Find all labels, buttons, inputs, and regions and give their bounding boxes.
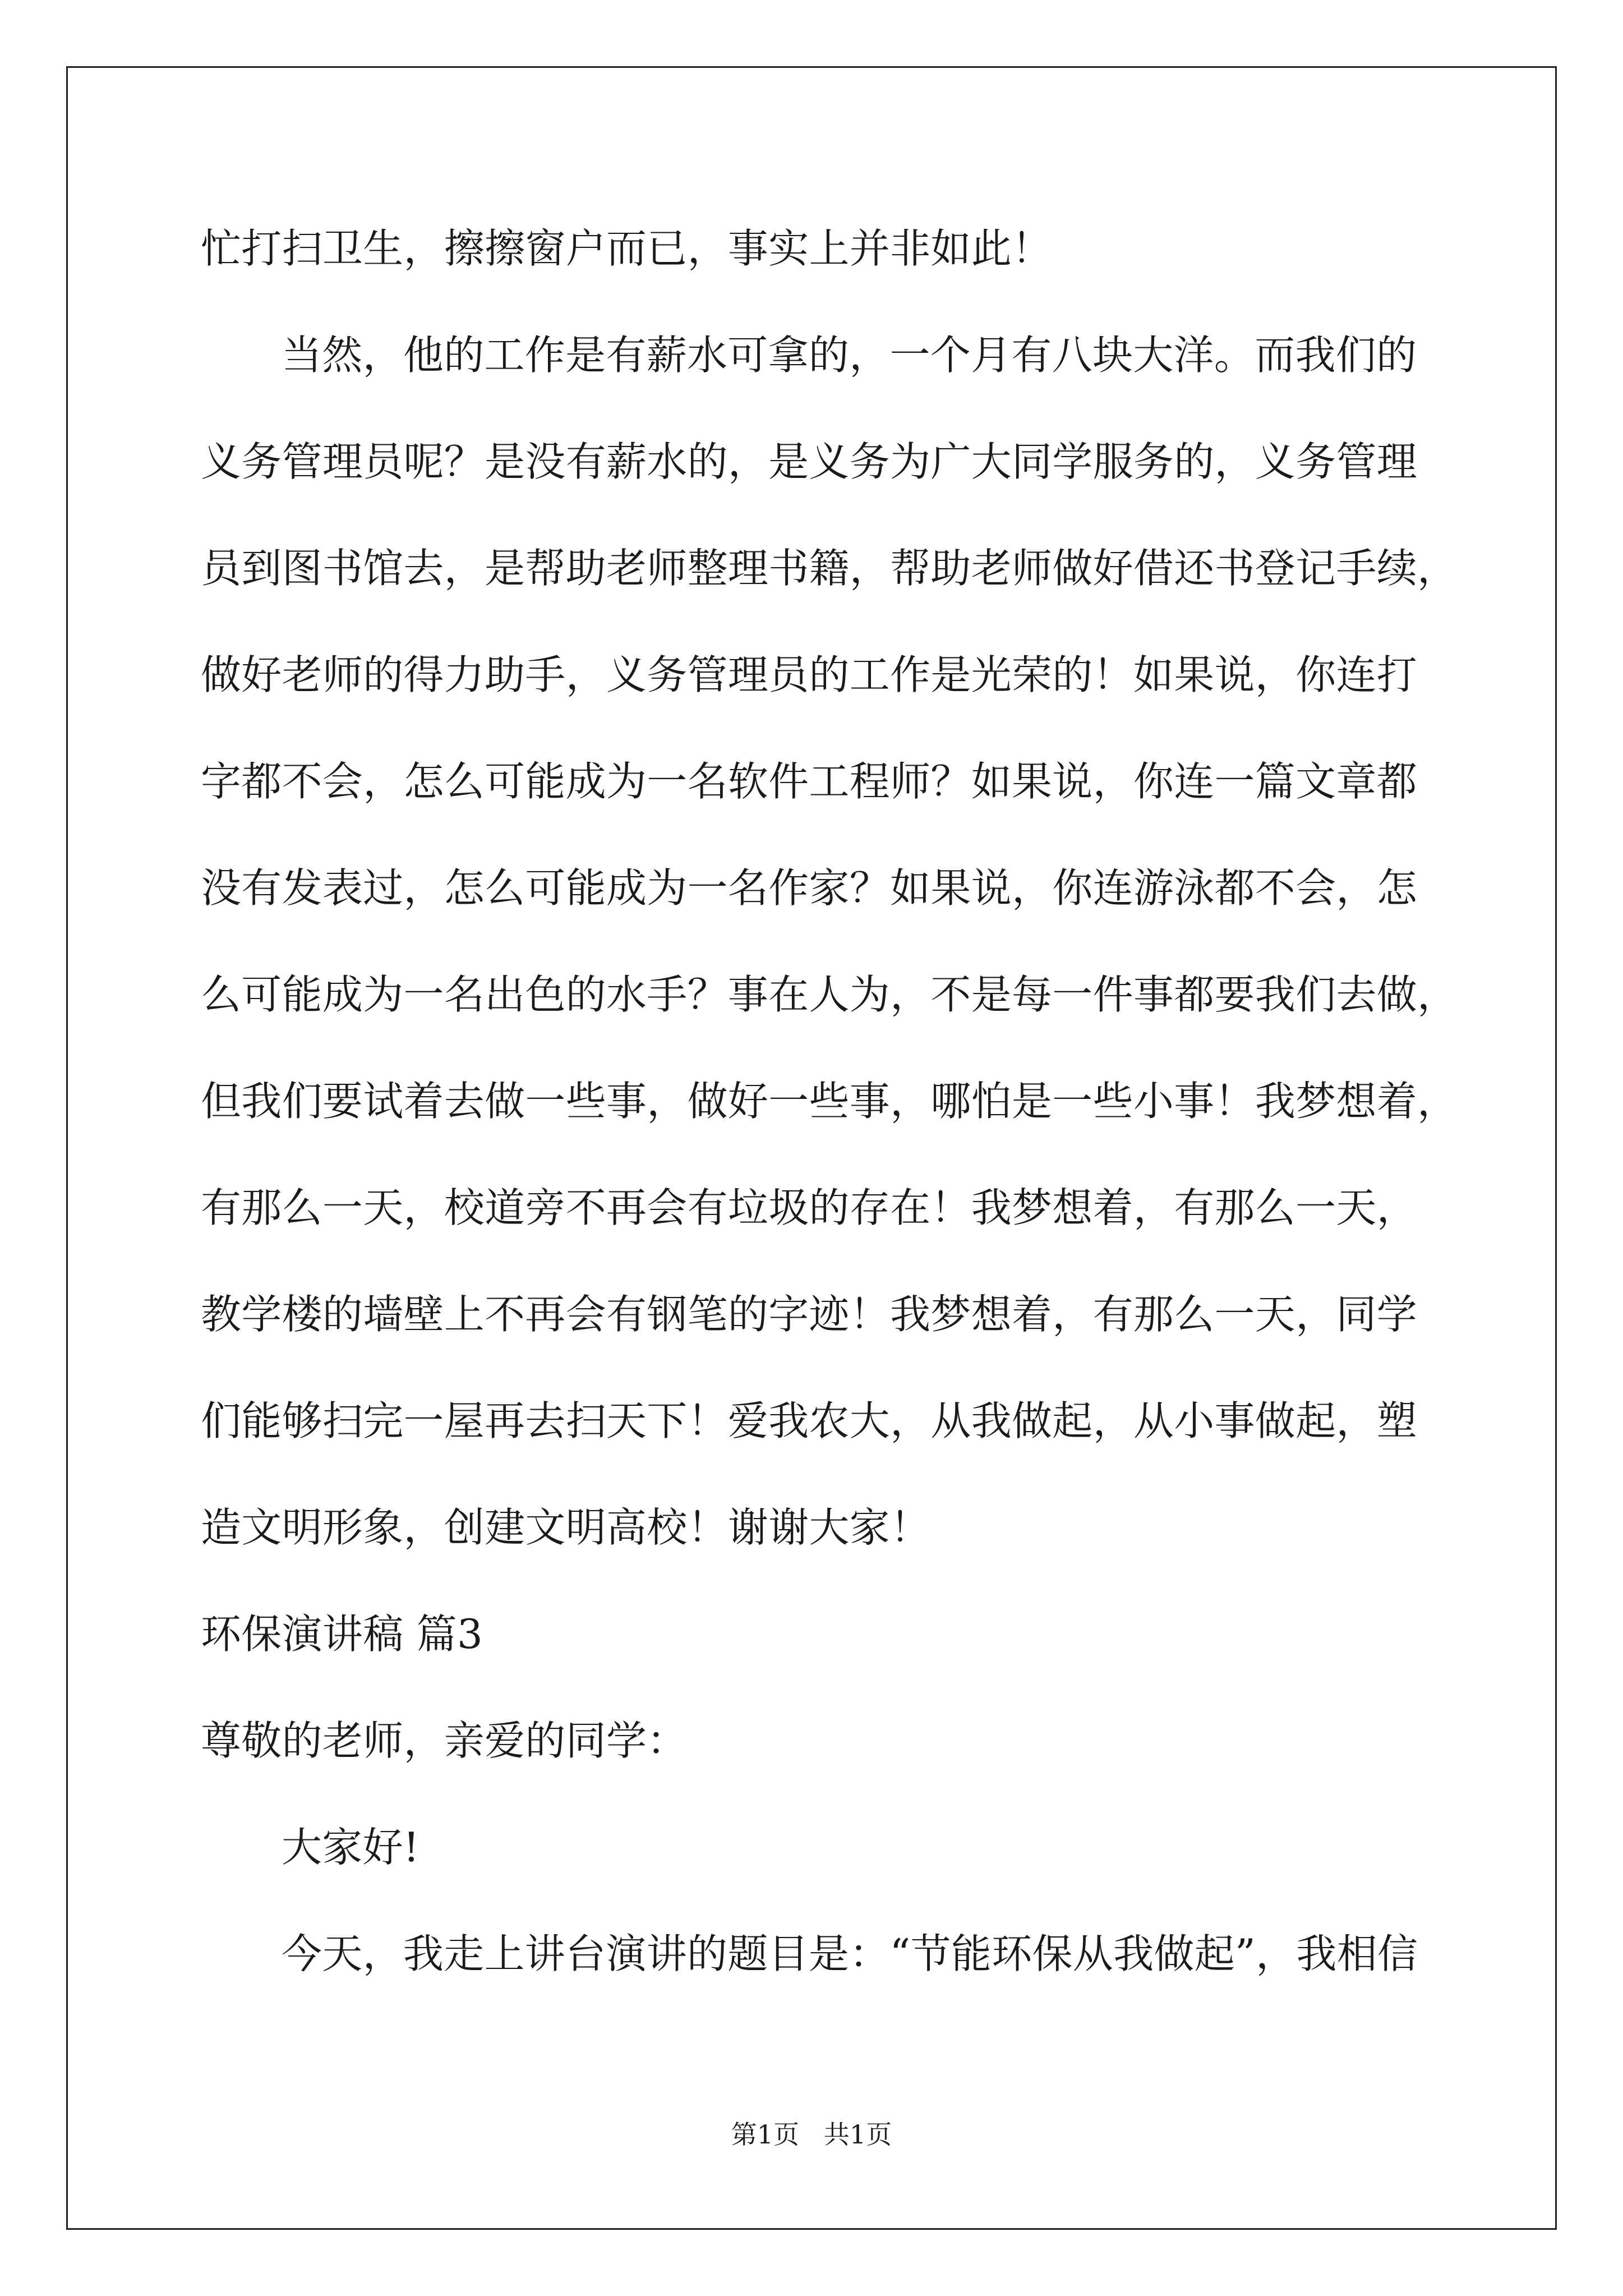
page-border bbox=[66, 66, 1557, 2230]
body-line-4: 员到图书馆去，是帮助老师整理书籍，帮助老师做好借还书登记手续， bbox=[201, 545, 1458, 592]
body-line-8: 么可能成为一名出色的水手？事在人为，不是每一件事都要我们去做， bbox=[201, 971, 1458, 1018]
page-footer: 第1页 共1页 bbox=[731, 2119, 892, 2150]
body-line-7: 没有发表过，怎么可能成为一名作家？如果说，你连游泳都不会，怎 bbox=[201, 864, 1418, 912]
body-line-12: 们能够扫完一屋再去扫天下！爱我农大，从我做起，从小事做起，塑 bbox=[201, 1397, 1418, 1444]
body-line-14: 今天，我走上讲台演讲的题目是：“节能环保从我做起”，我相信 bbox=[282, 1930, 1418, 1977]
body-line-13: 造文明形象，创建文明高校！谢谢大家！ bbox=[201, 1504, 931, 1551]
body-line-9: 但我们要试着去做一些事，做好一些事，哪怕是一些小事！我梦想着， bbox=[201, 1078, 1458, 1125]
body-line-6: 字都不会，怎么可能成为一名软件工程师？如果说，你连一篇文章都 bbox=[201, 758, 1418, 805]
body-line-11: 教学楼的墙壁上不再会有钢笔的字迹！我梦想着，有那么一天，同学 bbox=[201, 1291, 1418, 1338]
greeting: 大家好! bbox=[282, 1824, 420, 1871]
section-heading: 环保演讲稿 篇3 bbox=[201, 1611, 483, 1658]
salutation: 尊敬的老师，亲爱的同学： bbox=[201, 1717, 688, 1764]
body-line-3: 义务管理员呢？是没有薪水的，是义务为广大同学服务的，义务管理 bbox=[201, 438, 1418, 485]
body-line-1: 忙打扫卫生，擦擦窗户而已，事实上并非如此！ bbox=[201, 225, 1053, 272]
body-line-10: 有那么一天，校道旁不再会有垃圾的存在！我梦想着，有那么一天， bbox=[201, 1184, 1418, 1231]
body-line-2: 当然，他的工作是有薪水可拿的，一个月有八块大洋。而我们的 bbox=[282, 332, 1417, 379]
body-line-5: 做好老师的得力助手，义务管理员的工作是光荣的！如果说，你连打 bbox=[201, 651, 1418, 698]
